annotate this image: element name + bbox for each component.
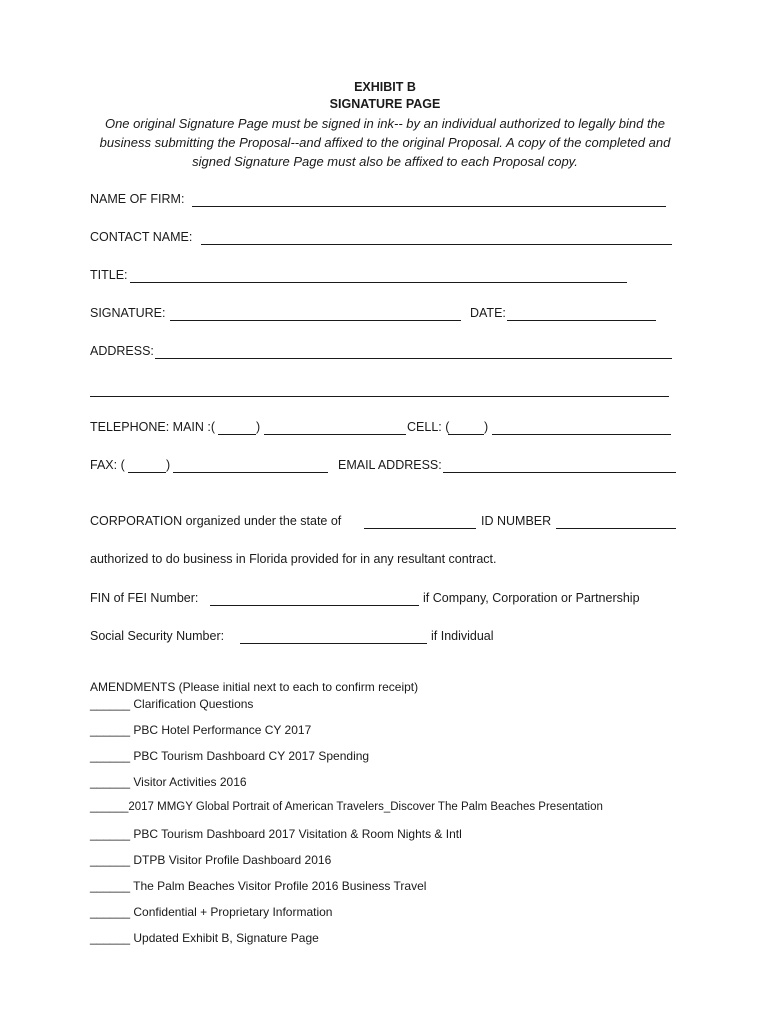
amendment-item[interactable]: ______ Clarification Questions: [90, 697, 254, 711]
contact-field[interactable]: [201, 244, 672, 245]
fax-paren: ): [166, 458, 171, 472]
email-field[interactable]: [443, 472, 676, 473]
amendment-item[interactable]: ______ The Palm Beaches Visitor Profile 2016 Business Travel: [90, 879, 427, 893]
fin-label: FIN of FEI Number:: [90, 591, 199, 605]
cell-field[interactable]: [492, 434, 671, 435]
instructions-note: One original Signature Page must be signed in ink-- by an individual authorized to legally bind the business submitting the Proposal--and affixed to the original Proposal. A copy of the completed and signed Signature Page must also be affixed to each Proposal copy.: [99, 116, 671, 169]
title-field[interactable]: [130, 282, 627, 283]
amendment-item[interactable]: ______ PBC Hotel Performance CY 2017: [90, 723, 312, 737]
address-label: ADDRESS:: [90, 344, 154, 358]
fin-field[interactable]: [210, 605, 419, 606]
fax-area-code-field[interactable]: [128, 472, 166, 473]
title-label: TITLE:: [90, 268, 128, 282]
fin-suffix: if Company, Corporation or Partnership: [423, 591, 640, 605]
telephone-paren: ): [256, 420, 261, 434]
date-label: DATE:: [470, 306, 506, 320]
amendment-item[interactable]: ______ Updated Exhibit B, Signature Page: [90, 931, 319, 945]
address-field-line2[interactable]: [90, 396, 669, 397]
telephone-area-code-field[interactable]: [218, 434, 256, 435]
firm-field[interactable]: [192, 206, 666, 207]
cell-label: CELL: (: [407, 420, 450, 434]
amendment-item[interactable]: ______ Visitor Activities 2016: [90, 775, 247, 789]
contact-label: CONTACT NAME:: [90, 230, 193, 244]
id-number-label: ID NUMBER: [481, 514, 552, 528]
id-number-field[interactable]: [556, 528, 676, 529]
signature-field[interactable]: [170, 320, 461, 321]
amendment-item[interactable]: ______ Confidential + Proprietary Information: [90, 905, 333, 919]
amendment-item[interactable]: ______ PBC Tourism Dashboard CY 2017 Spending: [90, 749, 370, 763]
amendments-heading: AMENDMENTS (Please initial next to each to confirm receipt): [90, 680, 419, 694]
authorized-text: authorized to do business in Florida provided for in any resultant contract.: [90, 552, 497, 566]
firm-label: NAME OF FIRM:: [90, 192, 185, 206]
cell-paren: ): [484, 420, 489, 434]
ssn-label: Social Security Number:: [90, 629, 225, 643]
amendment-item[interactable]: ______ DTPB Visitor Profile Dashboard 2016: [90, 853, 332, 867]
page-title: SIGNATURE PAGE: [329, 97, 441, 111]
corporation-label: CORPORATION organized under the state of: [90, 514, 342, 528]
telephone-label: TELEPHONE: MAIN :(: [90, 420, 216, 434]
fax-label: FAX: (: [90, 458, 125, 472]
cell-area-code-field[interactable]: [448, 434, 484, 435]
exhibit-heading: EXHIBIT B: [354, 80, 416, 94]
ssn-suffix: if Individual: [431, 629, 494, 643]
amendment-item[interactable]: ______ PBC Tourism Dashboard 2017 Visitation & Room Nights & Intl: [90, 827, 462, 841]
amendment-item[interactable]: ______2017 MMGY Global Portrait of American Travelers_Discover The Palm Beaches Presentation: [90, 801, 603, 813]
email-label: EMAIL ADDRESS:: [338, 458, 442, 472]
ssn-field[interactable]: [240, 643, 427, 644]
telephone-main-field[interactable]: [264, 434, 406, 435]
address-field-line1[interactable]: [155, 358, 672, 359]
signature-label: SIGNATURE:: [90, 306, 166, 320]
fax-field[interactable]: [173, 472, 328, 473]
corporation-state-field[interactable]: [364, 528, 476, 529]
date-field[interactable]: [507, 320, 656, 321]
